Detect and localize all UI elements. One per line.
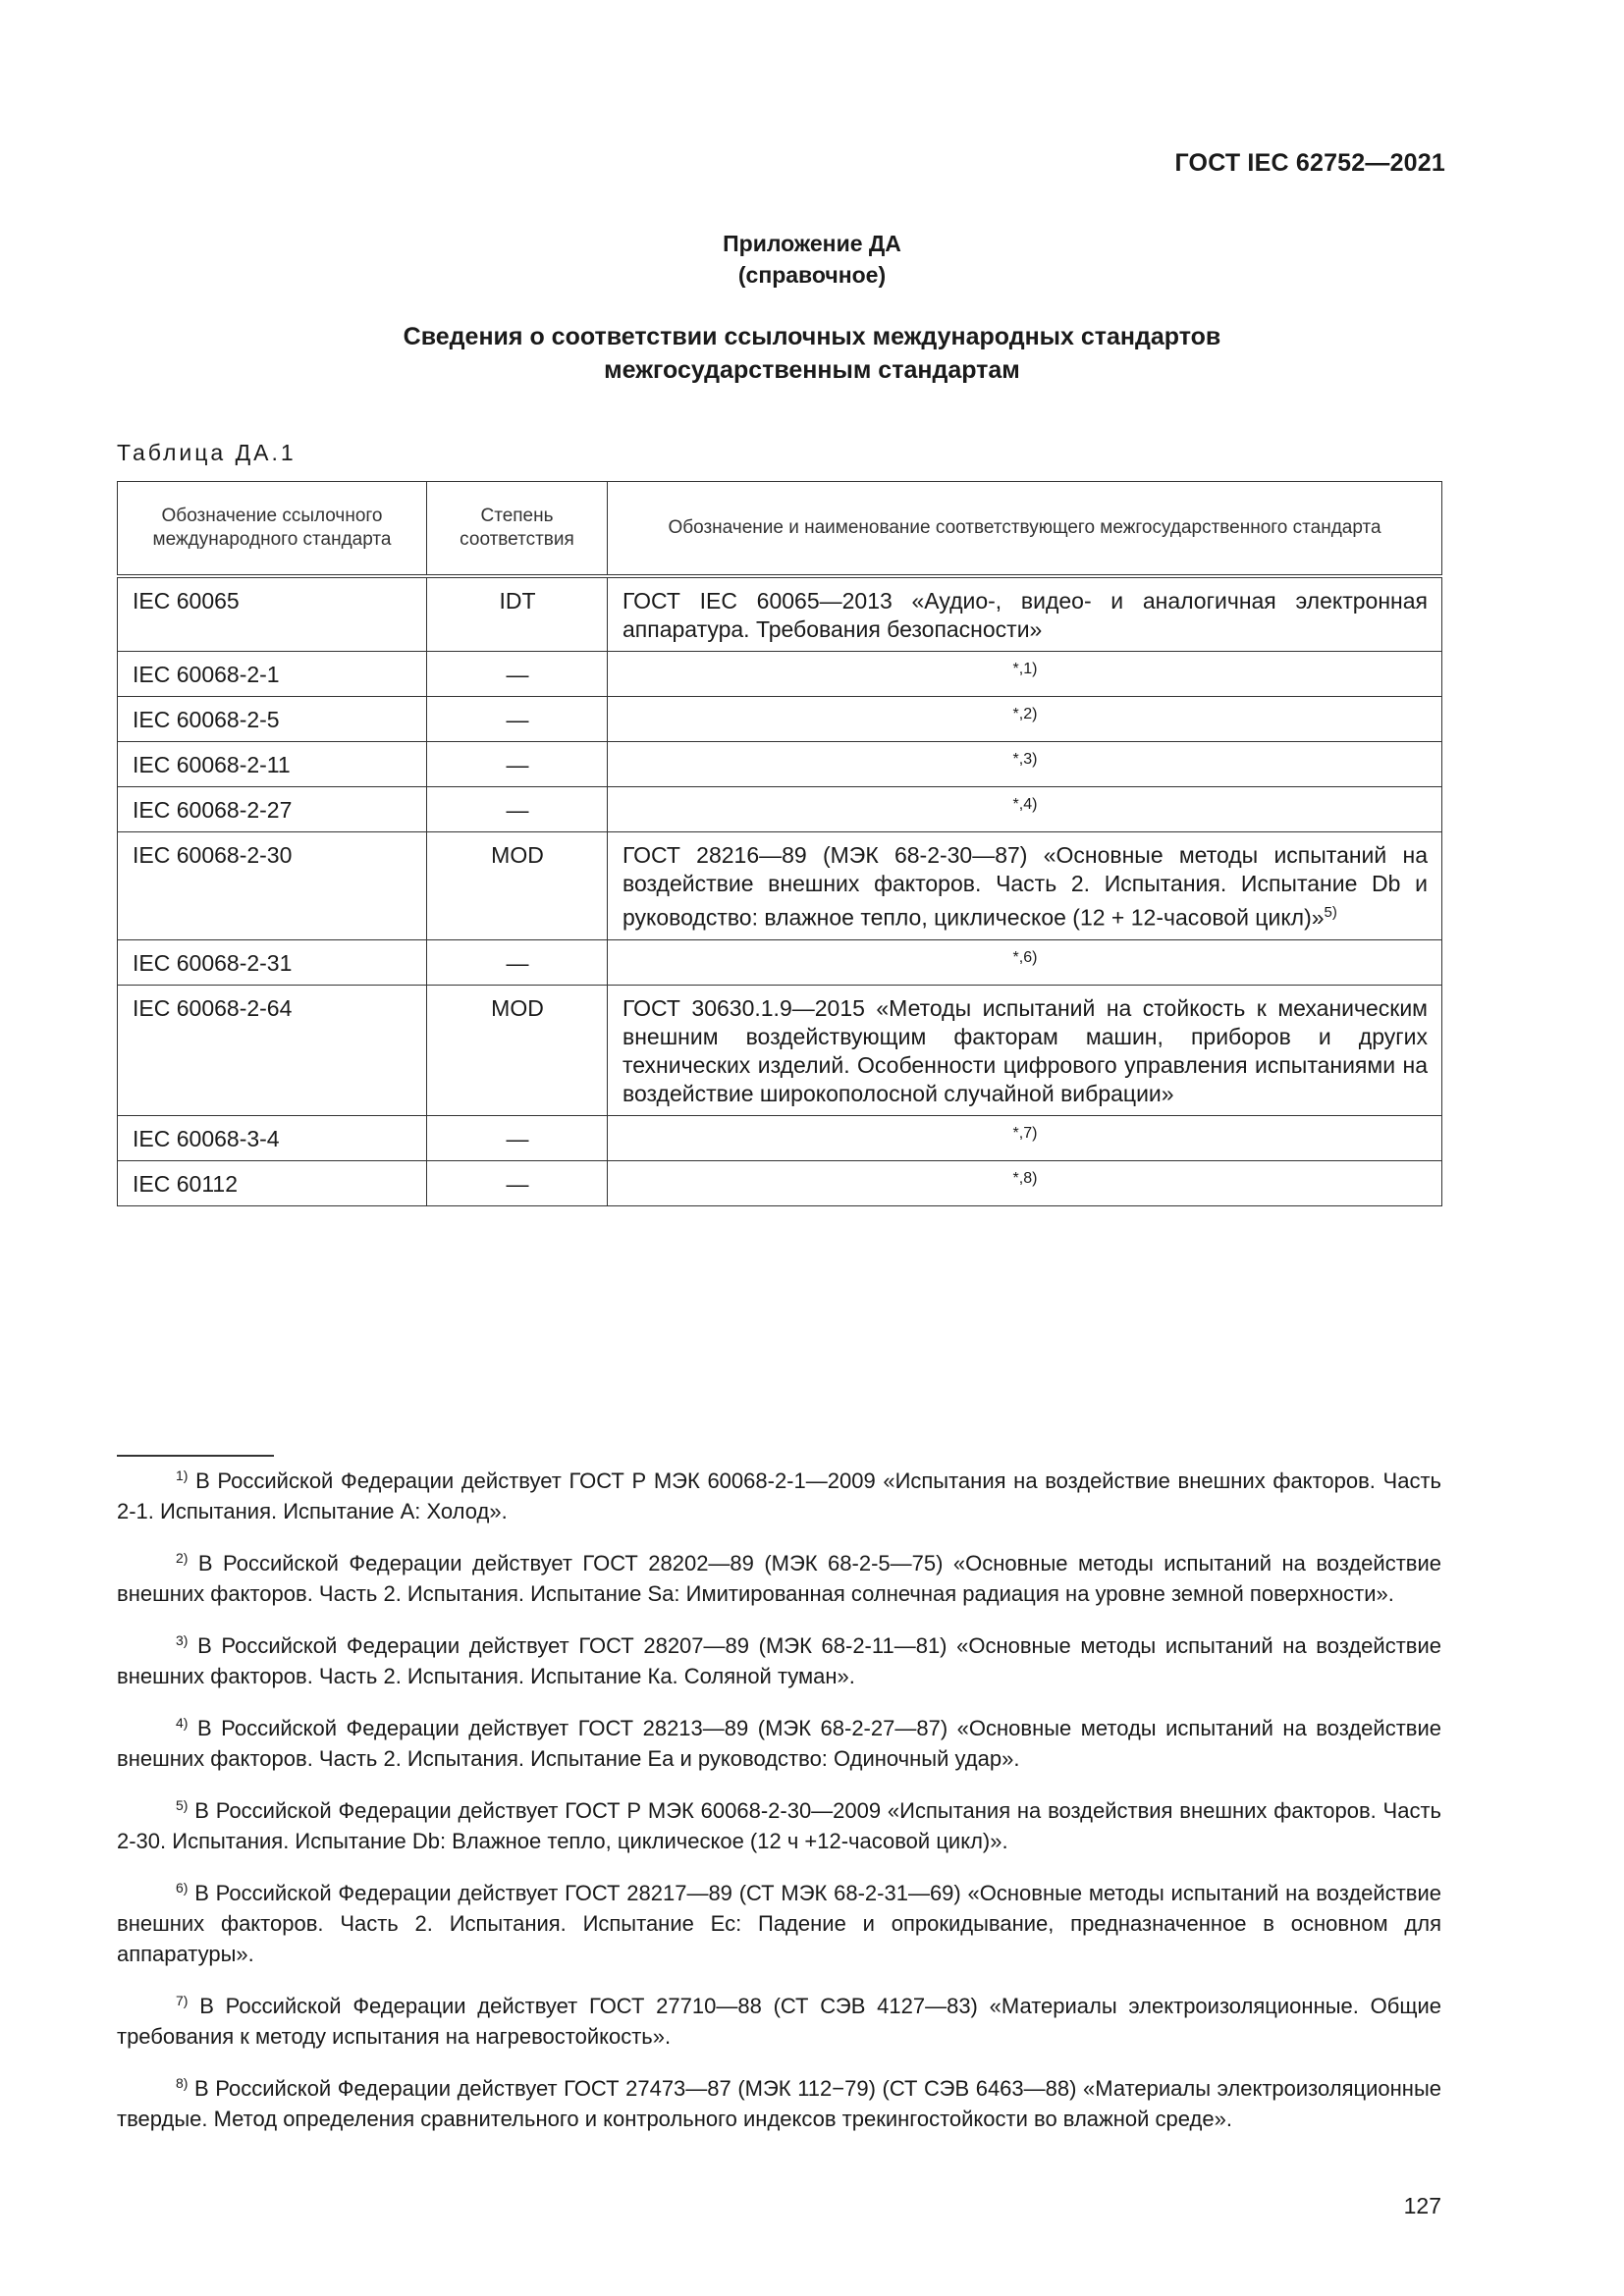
- footnote: [117, 2073, 1441, 2134]
- section-title-line-1: Сведения о соответствии ссылочных международных стандартов: [403, 323, 1221, 350]
- ref-cell: IEC 60068-2-30: [118, 832, 427, 940]
- footnote-text: В Российской Федерации действует ГОСТ 28207—89 (МЭК 68-2-11—81) «Основные методы испытаний на воздействие внешних факторов. Часть 2. Испытания. Испытание Ка. Соляной туман».: [117, 1633, 1441, 1688]
- table-row: [118, 742, 1442, 787]
- standard-text: ГОСТ 28216—89 (МЭК 68-2-30—87) «Основные методы испытаний на воздействие внешних факторов. Часть 2. Испытания. Испытание Db и руководство: влажное тепло, циклическое (12 + 12-часовой цикл)»: [623, 842, 1428, 931]
- footnote-ref-cell: *,6): [608, 939, 1442, 985]
- ref-cell: IEC 60065: [118, 576, 427, 652]
- degree-cell: —: [427, 697, 608, 742]
- ref-cell: IEC 60068-2-11: [118, 742, 427, 787]
- footnote-ref-cell: *,8): [608, 1160, 1442, 1205]
- footnotes: [117, 1455, 1441, 2139]
- footnote-ref-cell: *,1): [608, 652, 1442, 697]
- degree-cell: —: [427, 742, 608, 787]
- footnote-number: 1): [176, 1468, 189, 1483]
- ref-cell: IEC 60068-2-64: [118, 985, 427, 1115]
- ref-cell: IEC 60068-2-1: [118, 652, 427, 697]
- footnote: [117, 1795, 1441, 1856]
- degree-cell: —: [427, 652, 608, 697]
- table-row: [118, 832, 1442, 940]
- footnote-number: 8): [176, 2075, 189, 2091]
- footnote-number: 2): [176, 1550, 189, 1566]
- footnote-text: В Российской Федерации действует ГОСТ 27473—87 (МЭК 112−79) (СТ СЭВ 6463—88) «Материалы электроизоляционные твердые. Метод определения сравнительного и контрольного индексов трекингостойкости во влажной среде».: [117, 2076, 1441, 2131]
- table-row: [118, 576, 1442, 652]
- degree-cell: MOD: [427, 985, 608, 1115]
- footnote-ref-cell: *,4): [608, 787, 1442, 832]
- ref-cell: IEC 60068-2-27: [118, 787, 427, 832]
- ref-cell: IEC 60112: [118, 1160, 427, 1205]
- footnote: [117, 1713, 1441, 1774]
- page-number: 127: [1403, 2193, 1441, 2218]
- footnote-number: 6): [176, 1880, 189, 1896]
- footnote-text: В Российской Федерации действует ГОСТ 27710—88 (СТ СЭВ 4127—83) «Материалы электроизоляционные. Общие требования к методу испытания на нагревостойкость».: [117, 1994, 1441, 2049]
- footnote-ref-cell: *,3): [608, 742, 1442, 787]
- footnote-number: 4): [176, 1715, 189, 1731]
- ref-cell: IEC 60068-2-5: [118, 697, 427, 742]
- table-row: [118, 1160, 1442, 1205]
- footnote-text: В Российской Федерации действует ГОСТ Р МЭК 60068-2-30—2009 «Испытания на воздействия внешних факторов. Часть 2-30. Испытания. Испытание Db: Влажное тепло, циклическое (12 ч +12-часовой цикл)».: [117, 1798, 1441, 1853]
- header-degree: Степень соответствия: [427, 482, 608, 577]
- footnote-ref-cell: *,2): [608, 697, 1442, 742]
- footnote: [117, 1630, 1441, 1691]
- table-row: [118, 939, 1442, 985]
- footnote-text: В Российской Федерации действует ГОСТ 28213—89 (МЭК 68-2-27—87) «Основные методы испытаний на воздействие внешних факторов. Часть 2. Испытания. Испытание Еа и руководство: Одиночный удар».: [117, 1716, 1441, 1771]
- table-row: [118, 697, 1442, 742]
- degree-cell: —: [427, 787, 608, 832]
- footnote-rule: [117, 1455, 274, 1457]
- footnote-text: В Российской Федерации действует ГОСТ Р МЭК 60068-2-1—2009 «Испытания на воздействие внешних факторов. Часть 2-1. Испытания. Испытание А: Холод».: [117, 1468, 1441, 1523]
- standard-cell: [608, 832, 1442, 940]
- annex-subtitle: (справочное): [737, 262, 887, 288]
- footnote: [117, 1878, 1441, 1969]
- footnote-text: В Российской Федерации действует ГОСТ 28202—89 (МЭК 68-2-5—75) «Основные методы испытаний на воздействие внешних факторов. Часть 2. Испытания. Испытание Sa: Имитированная солнечная радиация на уровне земной поверхности».: [117, 1551, 1441, 1606]
- footnote-number: 3): [176, 1632, 189, 1648]
- header-reference-standard: Обозначение ссылочного международного стандарта: [118, 482, 427, 577]
- section-title-line-2: межгосударственным стандартам: [604, 356, 1020, 384]
- degree-cell: —: [427, 939, 608, 985]
- footnote-ref-cell: *,7): [608, 1115, 1442, 1160]
- annex-title: Приложение ДА: [723, 231, 901, 256]
- header-interstate-standard: Обозначение и наименование соответствующего межгосударственного стандарта: [608, 482, 1442, 577]
- footnote-number: 7): [176, 1993, 189, 2008]
- table-header-row: [118, 482, 1442, 577]
- footnote: [117, 1991, 1441, 2052]
- standard-cell: ГОСТ IEC 60065—2013 «Аудио-, видео- и аналогичная электронная аппаратура. Требования безопасности»: [608, 576, 1442, 652]
- table-row: [118, 652, 1442, 697]
- degree-cell: —: [427, 1115, 608, 1160]
- degree-cell: IDT: [427, 576, 608, 652]
- footnote-number: 5): [176, 1797, 189, 1813]
- table-row: [118, 787, 1442, 832]
- correspondence-table: [117, 481, 1442, 1206]
- annex-heading: [0, 228, 1624, 291]
- section-title: [0, 320, 1624, 387]
- footnote: [117, 1548, 1441, 1609]
- degree-cell: —: [427, 1160, 608, 1205]
- footnote-mark: 5): [1324, 904, 1337, 921]
- ref-cell: IEC 60068-3-4: [118, 1115, 427, 1160]
- table-row: [118, 1115, 1442, 1160]
- document-code: ГОСТ IEC 62752—2021: [1174, 149, 1445, 177]
- footnote-text: В Российской Федерации действует ГОСТ 28217—89 (СТ МЭК 68-2-31—69) «Основные методы испытаний на воздействие внешних факторов. Часть 2. Испытания. Испытание Ес: Падение и опрокидывание, предназначенное в основном для аппаратуры».: [117, 1881, 1441, 1966]
- footnote: [117, 1466, 1441, 1526]
- degree-cell: MOD: [427, 832, 608, 940]
- ref-cell: IEC 60068-2-31: [118, 939, 427, 985]
- table-row: [118, 985, 1442, 1115]
- standard-cell: ГОСТ 30630.1.9—2015 «Методы испытаний на стойкость к механическим внешним воздействующим факторам машин, приборов и других технических изделий. Особенности цифрового управления испытаниями на воздействие широкополосной случайной вибрации»: [608, 985, 1442, 1115]
- table-label: Таблица ДА.1: [117, 440, 297, 465]
